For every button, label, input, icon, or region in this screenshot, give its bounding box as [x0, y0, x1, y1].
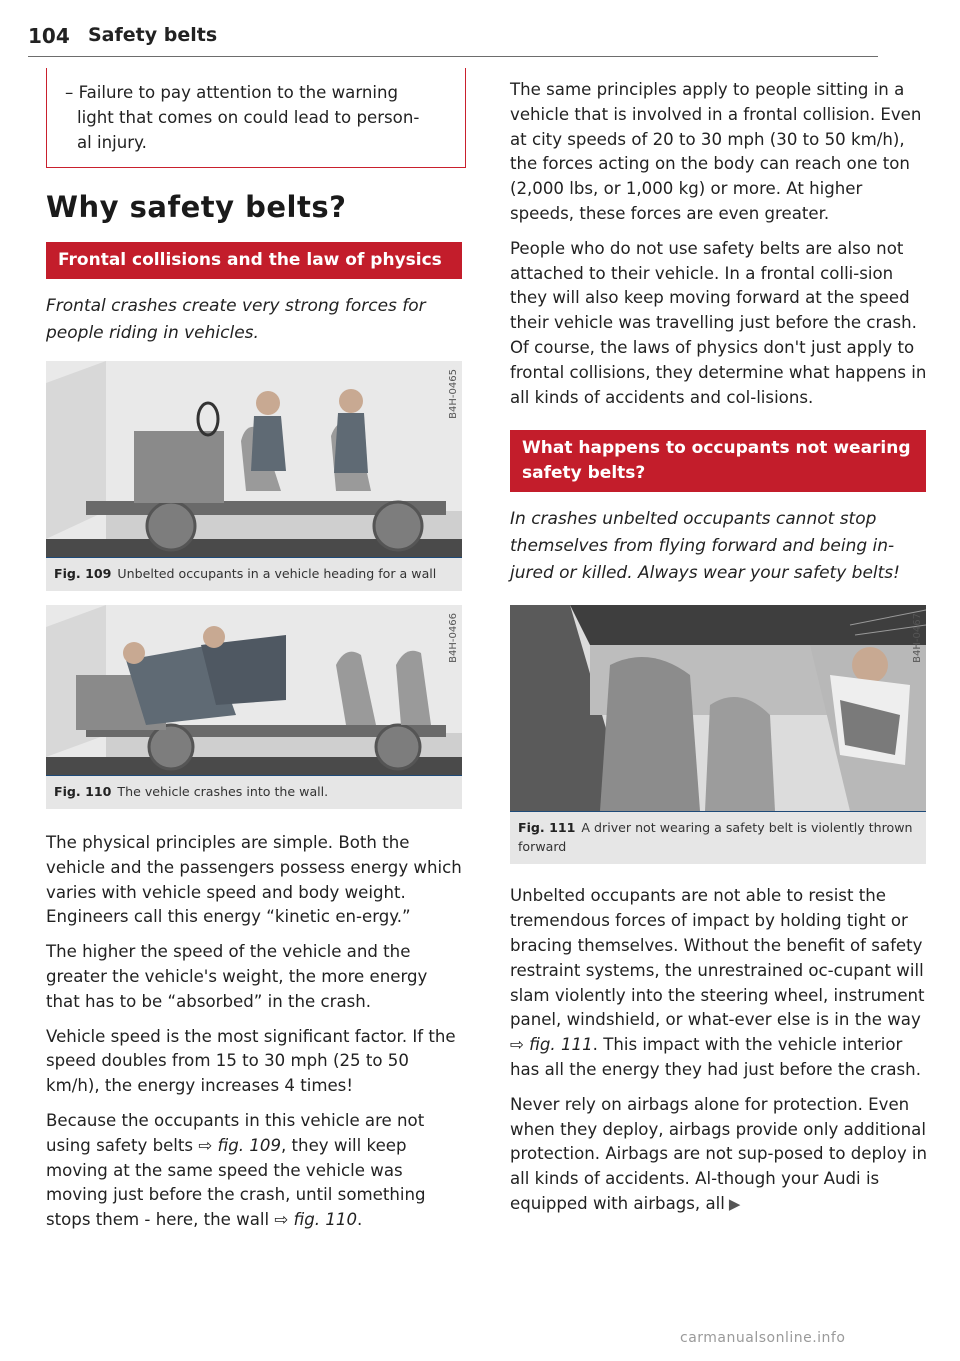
warning-box — [46, 68, 466, 168]
right-body-text — [510, 884, 930, 1216]
figure-109-illustration — [46, 361, 462, 557]
figure-111-code: B4H-0467 — [912, 613, 923, 664]
paragraph-same-principles: The same principles apply to people sitting in a vehicle that is involved in a frontal collision. Even at city speeds of 20 to 30 mph (30 to 50 km/h), the forces acting on the body can reach one ton (2,000 lbs, or 1,000 kg) or more. At higher speeds, these forces are even greater. — [510, 80, 922, 223]
paragraph-speed-weight: The higher the speed of the vehicle and the greater the vehicle's weight, the more energy that has to be “absorbed” in the crash. — [46, 942, 428, 1011]
figure-109-caption-text: Unbelted occupants in a vehicle heading for a wall — [117, 566, 437, 581]
continue-arrow-icon: ▶ — [728, 1194, 741, 1213]
warning-line-3: al injury. — [77, 133, 147, 152]
paragraph-speed-factor: Vehicle speed is the most significant factor. If the speed doubles from 15 to 30 mph (25 to 50 km/h), the energy increases 4 times! — [46, 1026, 456, 1096]
section-title: Safety belts — [88, 24, 218, 46]
figure-109-label: Fig. 109 — [54, 566, 112, 581]
figure-109-code: B4H-0465 — [448, 369, 459, 419]
paragraph-text: Never rely on airbags alone for protection. Even when they deploy, airbags provide only additional protection. Airbags are not sup-posed to deploy in all kinds of accidents. Al-though your Audi is equipped with airbags, all — [510, 1094, 928, 1213]
footer-watermark: carmanualsonline.info — [680, 1330, 846, 1346]
page-number: 104 — [28, 24, 70, 48]
figure-110-code: B4H-0466 — [448, 613, 459, 663]
paragraph-text: . This impact with the vehicle interior has all the energy they had just before the crash. — [510, 1035, 921, 1079]
warning-line-2: light that comes on could lead to person- — [77, 108, 420, 127]
figure-110-illustration — [46, 605, 462, 775]
link-fig-109[interactable]: ⇨ fig. 109 — [198, 1135, 281, 1155]
figure-111 — [510, 605, 926, 811]
figure-111-caption-text: A driver not wearing a safety belt is violently thrown forward — [518, 820, 913, 855]
figure-109-caption — [46, 557, 462, 591]
figure-110 — [46, 605, 462, 775]
link-fig-111[interactable]: ⇨ fig. 111 — [510, 1035, 593, 1055]
paragraph-not-attached: People who do not use safety belts are also not attached to their vehicle. In a frontal colli-sion they will also keep moving forward at the speed their vehicle was travelling just before the crash. Of course, the laws of physics don't just apply to frontal collisions, they determine what happens in all kinds of accidents and col-lisions. — [510, 238, 927, 407]
left-body-text — [46, 831, 466, 1233]
link-fig-110[interactable]: ⇨ fig. 110 — [274, 1210, 358, 1230]
paragraph-text: Unbelted occupants are not able to resist the tremendous forces of impact by holding tight or bracing themselves. Without the benefit of safety restraint systems, the unrestrained oc-cupant will slam violently into the steering wheel, instrument panel, windshield, or what-ever else is in the way — [510, 886, 925, 1030]
paragraph-unbelted-occupants — [46, 1109, 466, 1233]
figure-110-caption — [46, 775, 462, 809]
figure-111-caption — [510, 811, 926, 864]
paragraph-text: , they will keep moving at the same speed the vehicle was moving just before the crash, until something stops them - here, the wall — [46, 1135, 426, 1230]
page-header — [28, 22, 878, 57]
figure-111-label: Fig. 111 — [518, 820, 576, 836]
figure-110-label: Fig. 110 — [54, 784, 112, 799]
main-heading: Why safety belts? — [46, 190, 347, 224]
figure-111-illustration — [510, 605, 926, 811]
paragraph-unable-to-resist — [510, 884, 930, 1082]
paragraph-text: . — [357, 1210, 363, 1230]
paragraph-airbags — [510, 1093, 930, 1217]
right-column — [510, 78, 930, 1217]
section-heading-frontal: Frontal collisions and the law of physics — [46, 242, 462, 279]
paragraph-physics: The physical principles are simple. Both the vehicle and the passengers possess energy which varies with vehicle speed and body weight. Engineers call this energy “kinetic en-ergy.” — [46, 833, 462, 927]
section-intro-frontal: Frontal crashes create very strong forces for people riding in vehicles. — [46, 296, 426, 343]
figure-109 — [46, 361, 462, 557]
paragraph-text: Because the occupants in this vehicle are not using safety belts — [46, 1110, 425, 1155]
section-heading-unbelted: What happens to occupants not wearing safety belts? — [510, 430, 926, 492]
figure-110-caption-text: The vehicle crashes into the wall. — [117, 784, 329, 799]
left-column — [46, 68, 466, 1233]
warning-line-1: – Failure to pay attention to the warning — [65, 83, 399, 102]
section-intro-unbelted: In crashes unbelted occupants cannot stop themselves from flying forward and being in-jured or killed. Always wear your safety belts! — [510, 509, 900, 584]
